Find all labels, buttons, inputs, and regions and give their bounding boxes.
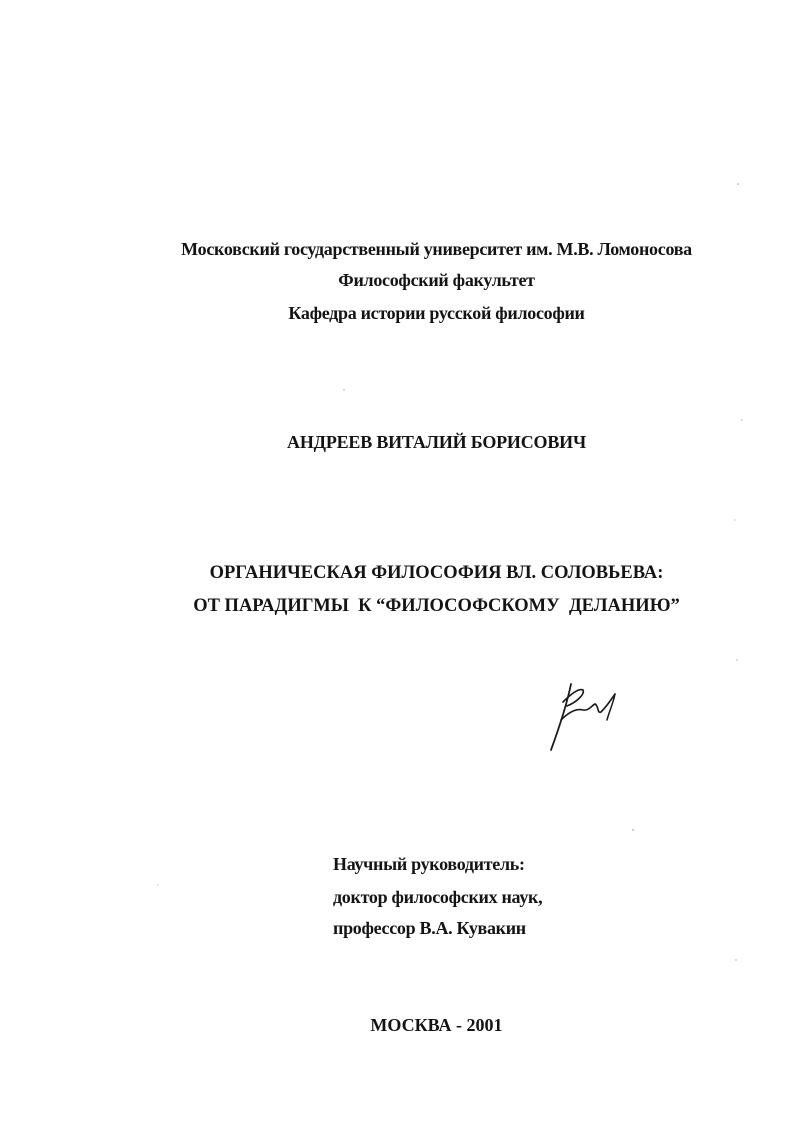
supervisor-label: Научный руководитель: (333, 854, 525, 874)
city-year: МОСКВА - 2001 (370, 1015, 503, 1035)
department-name: Кафедра истории русской философии (288, 303, 585, 323)
thesis-title-line-1: ОРГАНИЧЕСКАЯ ФИЛОСОФИЯ ВЛ. СОЛОВЬЕВА: (209, 563, 664, 583)
thesis-title-line-2: ОТ ПАРАДИГМЫ К “ФИЛОСОФСКОМУ ДЕЛАНИЮ” (193, 596, 680, 616)
author-name: АНДРЕЕВ ВИТАЛИЙ БОРИСОВИЧ (287, 432, 586, 452)
supervisor-degree: доктор философских наук, (333, 887, 543, 907)
university-name: Московский государственный университет им. М.В. Ломоносова (181, 239, 692, 259)
faculty-name: Философский факультет (338, 270, 535, 290)
handwritten-signature (545, 680, 620, 755)
supervisor-name: профессор В.А. Кувакин (333, 918, 526, 938)
